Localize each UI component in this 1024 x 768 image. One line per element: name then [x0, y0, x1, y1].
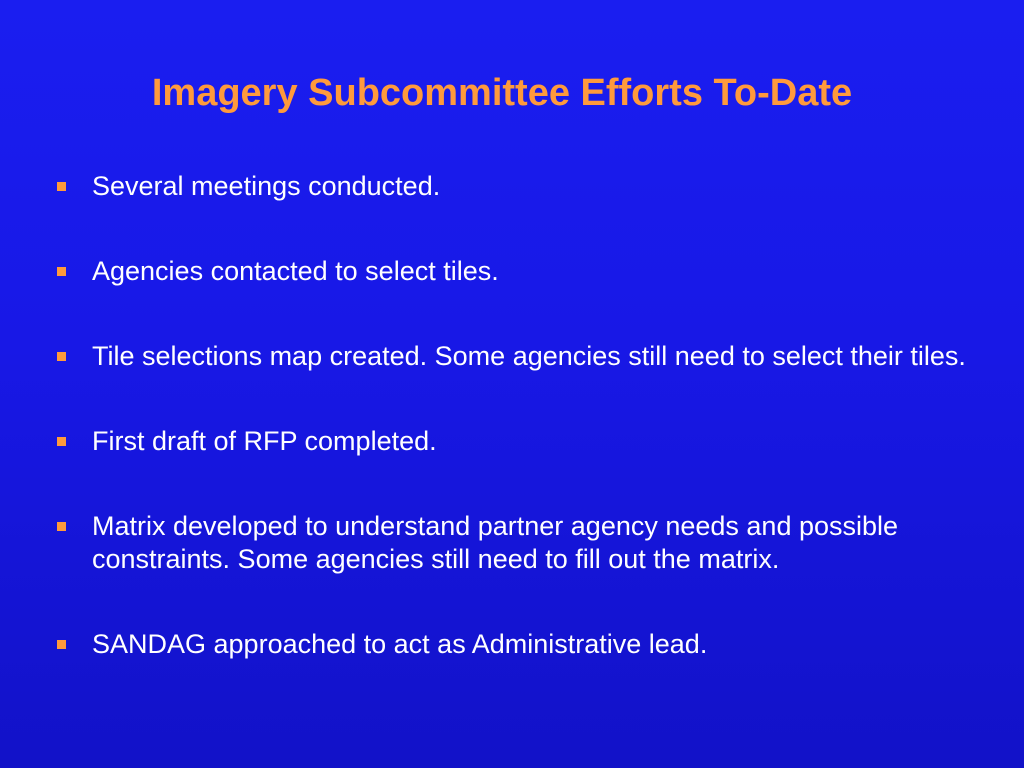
bullet-item: [55, 510, 975, 576]
bullet-text: First draft of RFP completed.: [92, 426, 437, 456]
slide-title: Imagery Subcommittee Efforts To-Date: [151, 72, 853, 114]
bullet-list: [55, 170, 975, 713]
bullet-item: [55, 340, 975, 373]
square-bullet-icon: [57, 182, 66, 191]
square-bullet-icon: [57, 522, 66, 531]
bullet-text: Several meetings conducted.: [92, 171, 441, 201]
bullet-text: Matrix developed to understand partner agency needs and possible constraints. Some agencies still need to fill out the matrix.: [92, 511, 899, 574]
bullet-text: SANDAG approached to act as Administrative lead.: [92, 629, 708, 659]
bullet-item: [55, 170, 975, 203]
bullet-item: [55, 628, 975, 661]
bullet-text: Tile selections map created. Some agencies still need to select their tiles.: [92, 341, 966, 371]
square-bullet-icon: [57, 640, 66, 649]
square-bullet-icon: [57, 352, 66, 361]
bullet-text: Agencies contacted to select tiles.: [92, 256, 499, 286]
bullet-item: [55, 255, 975, 288]
bullet-item: [55, 425, 975, 458]
square-bullet-icon: [57, 267, 66, 276]
square-bullet-icon: [57, 437, 66, 446]
